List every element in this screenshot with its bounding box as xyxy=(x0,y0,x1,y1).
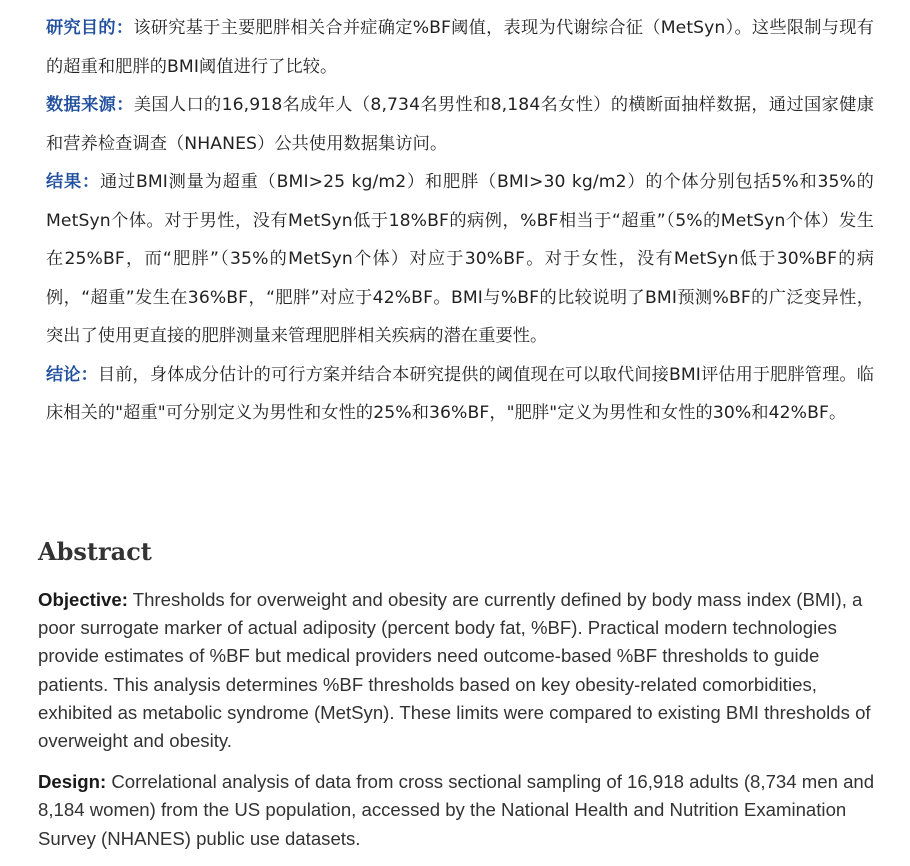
english-abstract xyxy=(38,586,878,866)
zh-objective-label: 研究目的： xyxy=(46,18,134,38)
en-design-paragraph xyxy=(38,768,878,853)
zh-objective-text: 该研究基于主要肥胖相关合并症确定%BF阈值，表现为代谢综合征（MetSyn）。这些限制与现有的超重和肥胖的BMI阈值进行了比较。 xyxy=(46,18,874,77)
zh-results-text: 通过BMI测量为超重（BMI>25 kg/m2）和肥胖（BMI>30 kg/m2）的个体分别包括5%和35%的MetSyn个体。对于男性，没有MetSyn低于18%BF的病例，%BF相当于“超重”（5%的MetSyn个体）发生在25%BF，而“肥胖”（35%的MetSyn个体）对应于30%BF。对于女性，没有MetSyn低于30%BF的病例，“超重”发生在36%BF，“肥胖”对应于42%BF。BMI与%BF的比较说明了BMI预测%BF的广泛变异性，突出了使用更直接的肥胖测量来管理肥胖相关疾病的潜在重要性。 xyxy=(46,172,874,346)
zh-conclusion-paragraph xyxy=(46,356,874,433)
zh-results-paragraph xyxy=(46,163,874,356)
en-design-text: Correlational analysis of data from cross sectional sampling of 16,918 adults (8,734 men and 8,184 women) from the US population, accessed by the National Health and Nutrition Examination Survey (NHANES) public use datasets. xyxy=(38,771,875,849)
en-objective-paragraph xyxy=(38,586,878,755)
zh-data-source-text: 美国人口的16,918名成年人（8,734名男性和8,184名女性）的横断面抽样数据，通过国家健康和营养检查调查（NHANES）公共使用数据集访问。 xyxy=(46,95,874,154)
en-objective-text: Thresholds for overweight and obesity are currently defined by body mass index (BMI), a poor surrogate marker of actual adiposity (percent body fat, %BF). Practical modern technologies provide estimates of %BF but medical providers need outcome-based %BF thresholds to guide patients. This analysis determines %BF thresholds based on key obesity-related comorbidities, exhibited as metabolic syndrome (MetSyn). These limits were compared to existing BMI thresholds of overweight and obesity. xyxy=(38,589,871,752)
en-design-label: Design: xyxy=(38,771,107,793)
abstract-heading: Abstract xyxy=(38,537,152,566)
zh-objective-paragraph xyxy=(46,9,874,86)
chinese-summary xyxy=(46,9,874,433)
zh-results-label: 结果： xyxy=(46,172,100,192)
zh-conclusion-label: 结论： xyxy=(46,364,98,385)
zh-conclusion-text: 目前，身体成分估计的可行方案并结合本研究提供的阈值现在可以取代间接BMI评估用于肥胖管理。临床相关的"超重"可分别定义为男性和女性的25%和36%BF，"肥胖"定义为男性和女性的30%和42%BF。 xyxy=(46,364,874,423)
en-objective-label: Objective: xyxy=(38,589,128,610)
zh-data-source-paragraph xyxy=(46,86,874,163)
zh-data-source-label: 数据来源： xyxy=(46,95,134,115)
